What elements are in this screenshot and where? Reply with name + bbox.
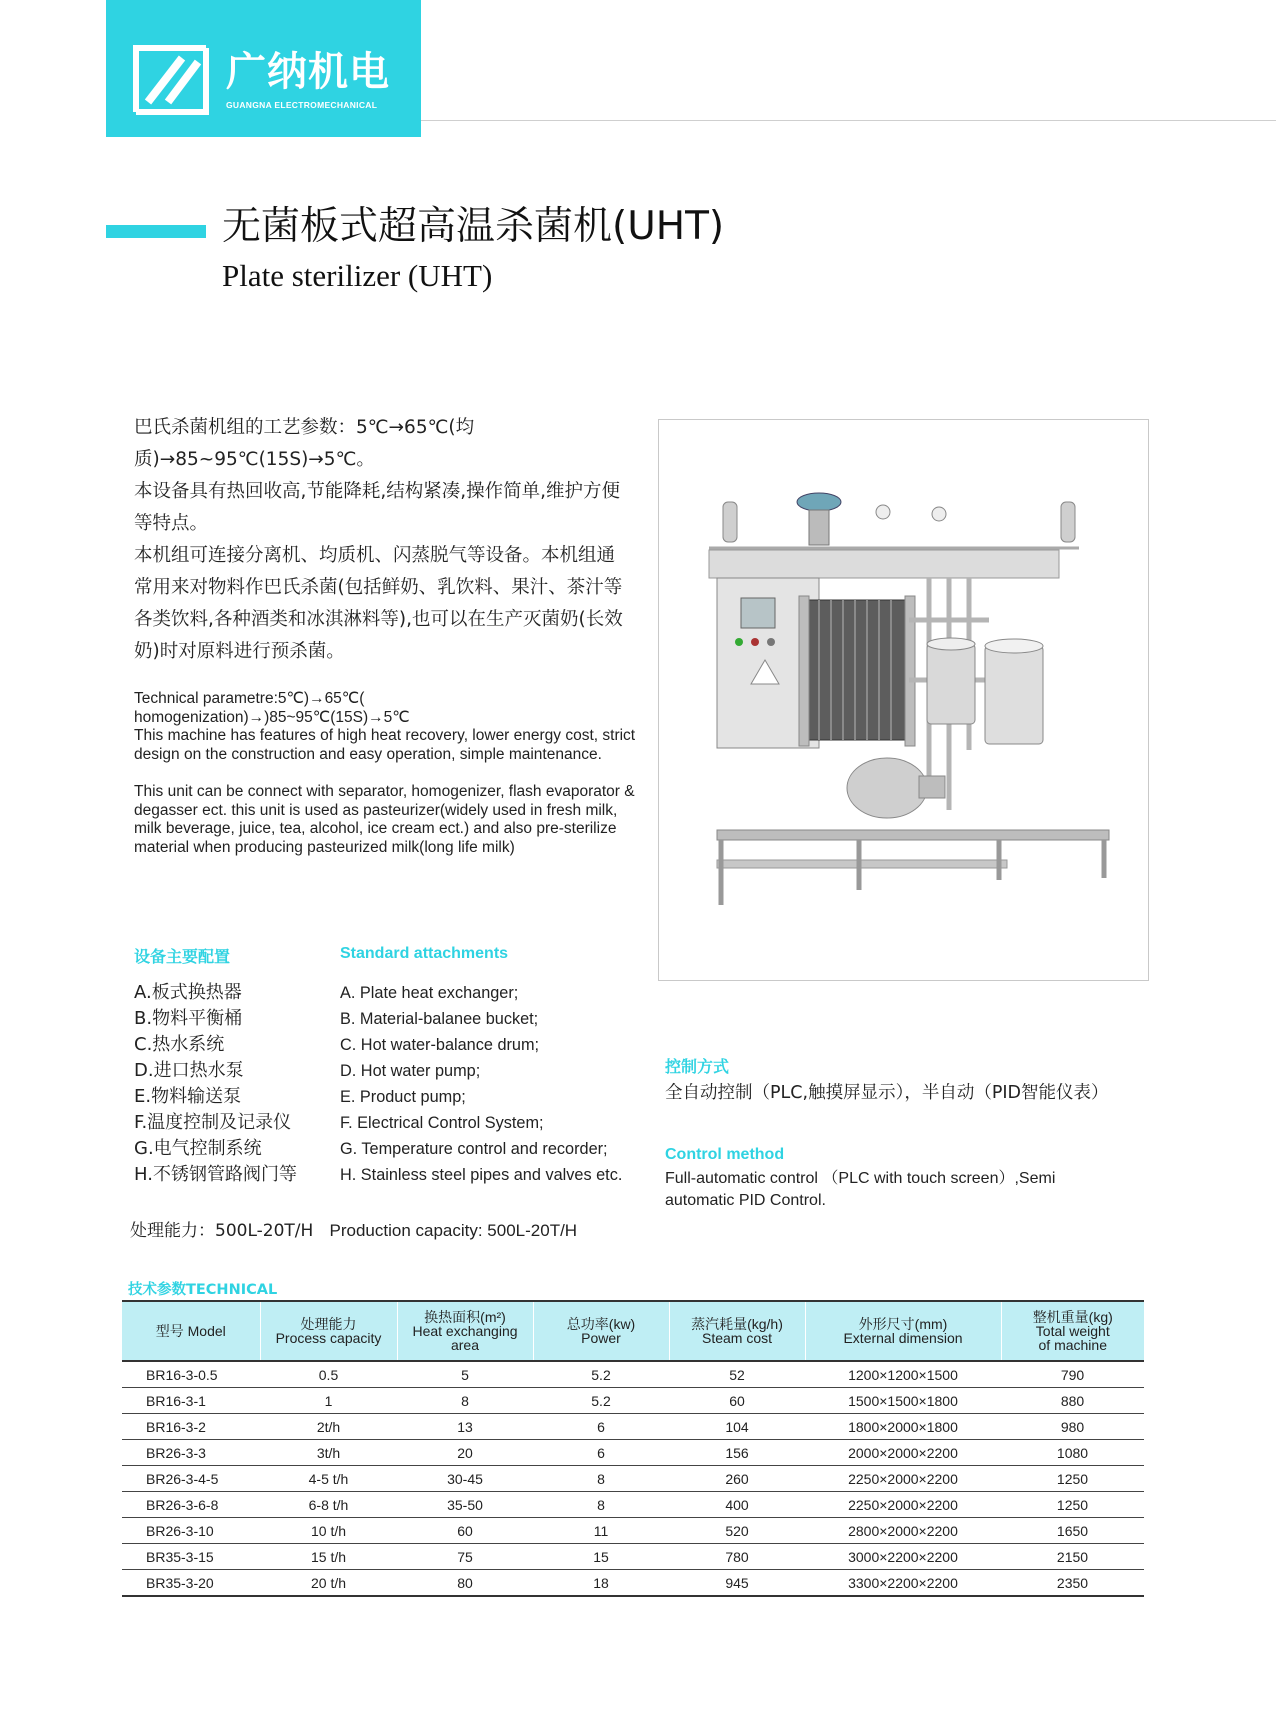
attachments-list-en xyxy=(340,980,622,1188)
header-line: 外形尺寸(mm) xyxy=(858,1316,948,1332)
header-line: 总功率(kw) xyxy=(566,1316,636,1332)
list-item: G. Temperature control and recorder; xyxy=(340,1140,608,1158)
description-cn xyxy=(134,412,632,668)
table-cell: 2t/h xyxy=(260,1414,397,1440)
table-cell: BR35-3-20 xyxy=(122,1570,260,1597)
table-cell: 20 xyxy=(397,1440,533,1466)
table-row xyxy=(122,1440,1144,1466)
table-cell: 1650 xyxy=(1001,1518,1144,1544)
attachments-heading-en: Standard attachments xyxy=(340,945,509,962)
header-line: 处理能力 xyxy=(300,1316,357,1332)
table-header-cell xyxy=(1001,1301,1144,1361)
description-en-para: Technical parametre:5℃)→65℃( homogenization)→)85~95℃(15S)→5℃ This machine has features of high heat recovery, lower energy cost, strict design on the construction and easy operation, simple maintenance. xyxy=(134,690,636,764)
table-cell: 980 xyxy=(1001,1414,1144,1440)
table-row xyxy=(122,1518,1144,1544)
list-item: D.进口热水泵 xyxy=(134,1060,244,1081)
table-header-cell xyxy=(805,1301,1001,1361)
table-cell: BR16-3-1 xyxy=(122,1388,260,1414)
list-item: H. Stainless steel pipes and valves etc. xyxy=(340,1166,623,1184)
table-cell: BR16-3-0.5 xyxy=(122,1361,260,1388)
list-item: B. Material-balanee bucket; xyxy=(340,1010,539,1028)
table-header-cell xyxy=(533,1301,669,1361)
control-text-cn: 全自动控制（PLC,触摸屏显示），半自动（PID智能仪表） xyxy=(665,1083,1109,1103)
description-cn-para: 巴氏杀菌机组的工艺参数：5℃→65℃(均质)→85~95℃(15S)→5℃。 xyxy=(134,417,475,470)
table-cell: 10 t/h xyxy=(260,1518,397,1544)
list-item: D. Hot water pump; xyxy=(340,1062,481,1080)
table-row xyxy=(122,1388,1144,1414)
table-cell: 1080 xyxy=(1001,1440,1144,1466)
page-title-cn: 无菌板式超高温杀菌机(UHT) xyxy=(222,204,725,249)
table-header-cell xyxy=(669,1301,805,1361)
brand-name-cn: 广纳机电 xyxy=(226,49,390,95)
table-cell: BR16-3-2 xyxy=(122,1414,260,1440)
table-cell: 3300×2200×2200 xyxy=(805,1570,1001,1597)
table-cell: 520 xyxy=(669,1518,805,1544)
control-heading-en: Control method xyxy=(665,1146,785,1163)
table-header-cell xyxy=(260,1301,397,1361)
attachments-list-cn xyxy=(134,980,297,1188)
table-cell: BR26-3-3 xyxy=(122,1440,260,1466)
table-cell: 75 xyxy=(397,1544,533,1570)
table-cell: 15 xyxy=(533,1544,669,1570)
header-line: area xyxy=(450,1337,480,1353)
table-cell: 15 t/h xyxy=(260,1544,397,1570)
header-line: 整机重量(kg) xyxy=(1032,1309,1113,1325)
table-header-cell xyxy=(122,1301,260,1361)
product-image xyxy=(658,419,1149,981)
list-item: G.电气控制系统 xyxy=(134,1138,262,1159)
header-line: Process capacity xyxy=(275,1330,382,1346)
table-cell: BR26-3-10 xyxy=(122,1518,260,1544)
table-cell: 8 xyxy=(533,1466,669,1492)
control-heading-cn: 控制方式 xyxy=(665,1057,730,1076)
header-line: 型号 Model xyxy=(155,1323,226,1339)
list-item: E. Product pump; xyxy=(340,1088,466,1106)
technical-heading: 技术参数TECHNICAL xyxy=(128,1282,278,1298)
table-cell: 5.2 xyxy=(533,1361,669,1388)
table-cell: 20 t/h xyxy=(260,1570,397,1597)
table-cell: 1200×1200×1500 xyxy=(805,1361,1001,1388)
description-en-para: This unit can be connect with separator, homogenizer, flash evaporator & degasser ect. this unit is used as pasteurizer(widely used in fresh milk, milk beverage, juice, tea, alcohol, ice cream ect.) and also pre-sterilize material when producing pasteurized milk(long life milk) xyxy=(134,782,635,856)
list-item: C. Hot water-balance drum; xyxy=(340,1036,540,1054)
table-cell: 104 xyxy=(669,1414,805,1440)
table-cell: 13 xyxy=(397,1414,533,1440)
table-cell: 1500×1500×1800 xyxy=(805,1388,1001,1414)
table-cell: 6 xyxy=(533,1414,669,1440)
table-cell: 60 xyxy=(397,1518,533,1544)
table-row xyxy=(122,1466,1144,1492)
capacity-line xyxy=(130,1216,577,1241)
table-cell: 780 xyxy=(669,1544,805,1570)
control-text-en: Full-automatic control （PLC with touch screen）,Semi automatic PID Control. xyxy=(665,1170,1056,1209)
description-en xyxy=(134,690,644,876)
table-cell: 6-8 t/h xyxy=(260,1492,397,1518)
table-cell: 2350 xyxy=(1001,1570,1144,1597)
table-cell: BR35-3-15 xyxy=(122,1544,260,1570)
table-cell: 30-45 xyxy=(397,1466,533,1492)
table-cell: 0.5 xyxy=(260,1361,397,1388)
table-cell: 1250 xyxy=(1001,1492,1144,1518)
table-cell: 2150 xyxy=(1001,1544,1144,1570)
header-divider xyxy=(421,120,1276,121)
table-row xyxy=(122,1361,1144,1388)
table-cell: 2250×2000×2200 xyxy=(805,1466,1001,1492)
table-cell: 790 xyxy=(1001,1361,1144,1388)
description-cn-para: 本设备具有热回收高,节能降耗,结构紧凑,操作简单,维护方便等特点。 xyxy=(134,481,621,534)
table-cell: 11 xyxy=(533,1518,669,1544)
header-line: of machine xyxy=(1038,1337,1107,1353)
table-cell: 3000×2200×2200 xyxy=(805,1544,1001,1570)
table-cell: 400 xyxy=(669,1492,805,1518)
table-cell: 880 xyxy=(1001,1388,1144,1414)
table-cell: 18 xyxy=(533,1570,669,1597)
brand-name-en: GUANGNA ELECTROMECHANICAL xyxy=(226,100,378,110)
table-cell: 5 xyxy=(397,1361,533,1388)
table-header-cell xyxy=(397,1301,533,1361)
list-item: C.热水系统 xyxy=(134,1034,225,1055)
table-cell: 8 xyxy=(397,1388,533,1414)
table-cell: 260 xyxy=(669,1466,805,1492)
description-cn-para: 本机组可连接分离机、均质机、闪蒸脱气等设备。本机组通常用来对物料作巴氏杀菌(包括鲜奶、乳饮料、果汁、茶汁等各类饮料,各种酒类和冰淇淋料等),也可以在生产灭菌奶(长效奶)时对原料进行预杀菌。 xyxy=(134,545,623,662)
table-cell: 52 xyxy=(669,1361,805,1388)
table-cell: 5.2 xyxy=(533,1388,669,1414)
table-row xyxy=(122,1492,1144,1518)
capacity-cn: 处理能力：500L-20T/H xyxy=(130,1221,314,1241)
table-body xyxy=(122,1361,1144,1596)
plate-sterilizer-illustration xyxy=(659,420,1148,980)
table-cell: 2000×2000×2200 xyxy=(805,1440,1001,1466)
table-cell: 945 xyxy=(669,1570,805,1597)
brand-logo-icon xyxy=(132,44,210,116)
title-accent-bar xyxy=(106,225,206,238)
list-item: E.物料输送泵 xyxy=(134,1086,242,1107)
table-cell: BR26-3-6-8 xyxy=(122,1492,260,1518)
header-line: Steam cost xyxy=(701,1330,773,1346)
table-cell: 2800×2000×2200 xyxy=(805,1518,1001,1544)
attachments-heading-cn: 设备主要配置 xyxy=(134,947,231,966)
table-header-row xyxy=(122,1301,1144,1361)
table-cell: 4-5 t/h xyxy=(260,1466,397,1492)
list-item: A.板式换热器 xyxy=(134,982,242,1003)
technical-table xyxy=(122,1300,1144,1597)
page-title-en: Plate sterilizer (UHT) xyxy=(222,258,493,293)
header-line: 换热面积(m²) xyxy=(424,1309,506,1325)
table-cell: 35-50 xyxy=(397,1492,533,1518)
header-line: External dimension xyxy=(843,1330,963,1346)
table-cell: 6 xyxy=(533,1440,669,1466)
header-line: Total weight xyxy=(1035,1323,1110,1339)
header-line: Heat exchanging xyxy=(412,1323,518,1339)
list-item: F. Electrical Control System; xyxy=(340,1114,544,1132)
table-cell: 60 xyxy=(669,1388,805,1414)
table-row xyxy=(122,1544,1144,1570)
table-cell: BR26-3-4-5 xyxy=(122,1466,260,1492)
header-line: Power xyxy=(581,1330,621,1346)
table-cell: 1800×2000×1800 xyxy=(805,1414,1001,1440)
table-row xyxy=(122,1414,1144,1440)
list-item: B.物料平衡桶 xyxy=(134,1008,243,1029)
table-cell: 80 xyxy=(397,1570,533,1597)
list-item: A. Plate heat exchanger; xyxy=(340,984,519,1002)
capacity-en: Production capacity: 500L-20T/H xyxy=(329,1221,578,1240)
table-cell: 1 xyxy=(260,1388,397,1414)
table-row xyxy=(122,1570,1144,1597)
header-line: 蒸汽耗量(kg/h) xyxy=(691,1316,783,1332)
list-item: H.不锈钢管路阀门等 xyxy=(134,1164,297,1185)
table-cell: 156 xyxy=(669,1440,805,1466)
table-cell: 2250×2000×2200 xyxy=(805,1492,1001,1518)
table-cell: 1250 xyxy=(1001,1466,1144,1492)
table-cell: 3t/h xyxy=(260,1440,397,1466)
table-cell: 8 xyxy=(533,1492,669,1518)
list-item: F.温度控制及记录仪 xyxy=(134,1112,292,1133)
